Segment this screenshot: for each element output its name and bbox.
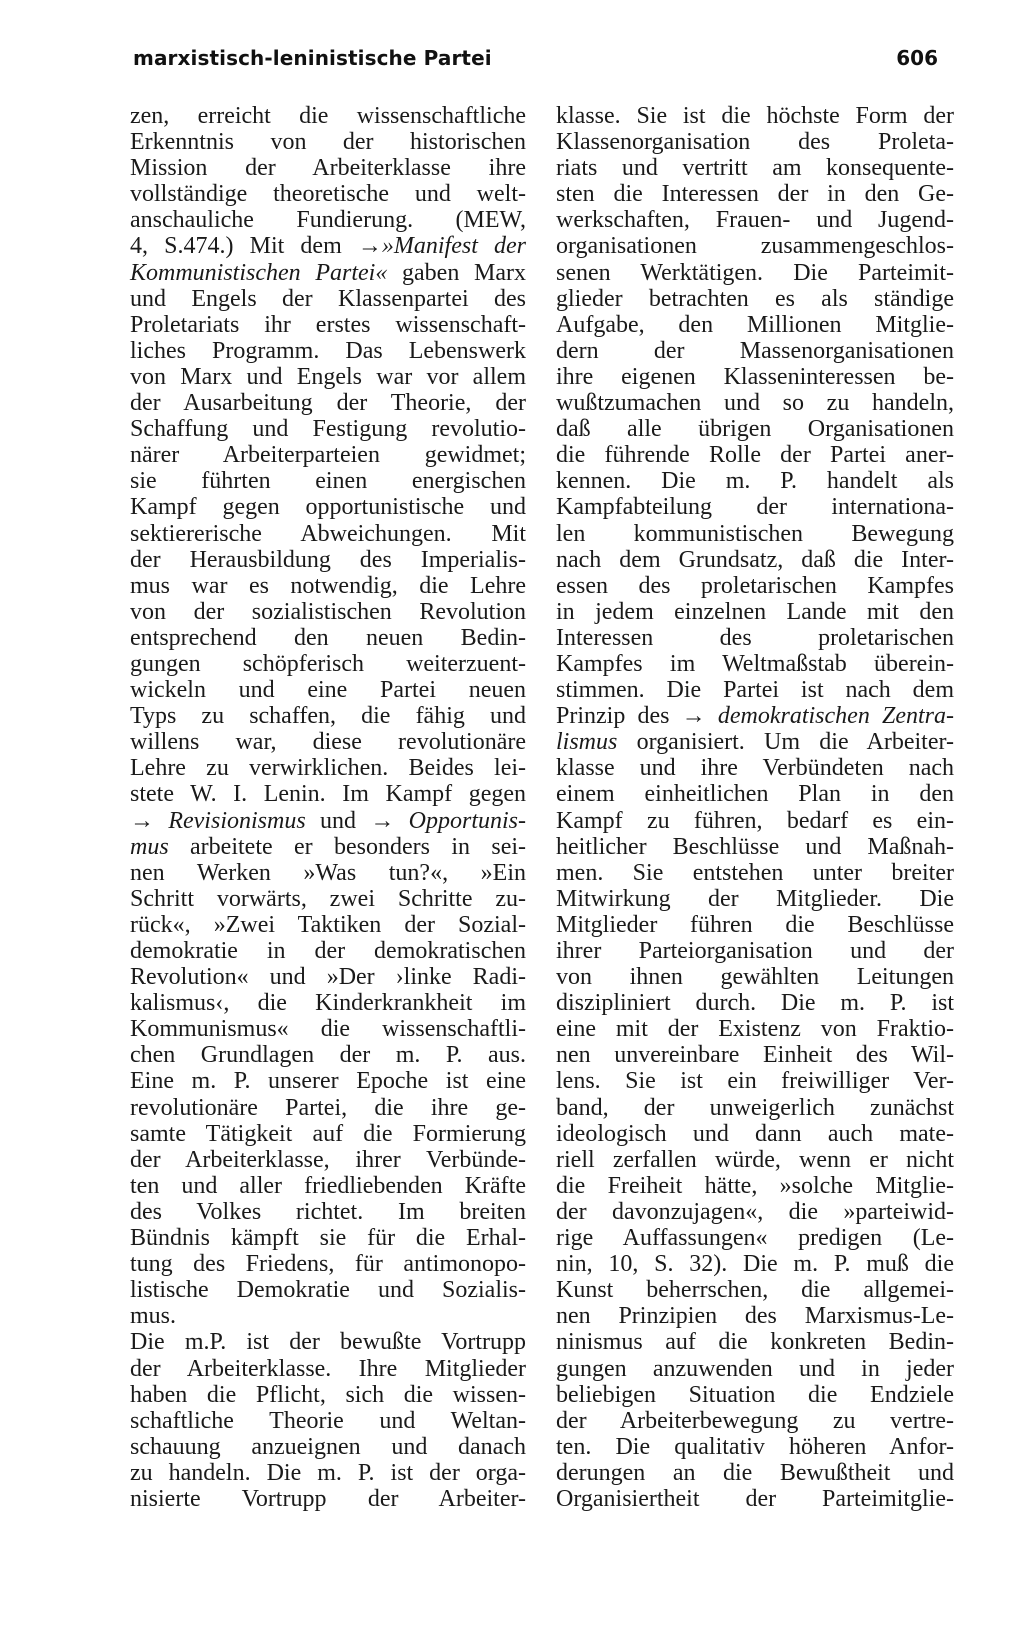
text-run: der Arbeiterbewegung zu vertre-	[556, 1407, 954, 1434]
text-run: gungen schöpferisch weiterzuent-	[130, 650, 526, 677]
text-run: tung des Friedens, für antimonopo-	[130, 1251, 526, 1278]
text-line	[130, 155, 526, 181]
text-line	[556, 468, 954, 494]
text-run: Die m.P. ist der bewußte Vortrupp	[130, 1329, 526, 1356]
text-line	[130, 1095, 526, 1121]
text-run: Eine m. P. unserer Epoche ist eine	[130, 1068, 526, 1095]
text-run: mus.	[130, 1303, 177, 1330]
text-run: stete W. I. Lenin. Im Kampf gegen	[130, 781, 526, 808]
text-line	[130, 1199, 526, 1225]
text-line	[556, 1303, 954, 1329]
text-run: ihre eigenen Klasseninteressen be-	[556, 363, 954, 390]
text-line	[130, 547, 526, 573]
text-run: senen Werktätigen. Die Parteimit-	[556, 259, 954, 286]
text-line	[556, 964, 954, 990]
text-line	[556, 1121, 954, 1147]
text-run: närer Arbeiterparteien gewidmet;	[130, 442, 526, 469]
text-run: Revolution« und »Der ›linke Radi-	[130, 964, 526, 991]
text-run: Klassenorganisation des Proleta-	[556, 129, 954, 156]
text-run: Kampfes im Weltmaßstab überein-	[556, 650, 954, 677]
text-run: und →	[305, 807, 409, 834]
text-run: der Ausarbeitung der Theorie, der	[130, 390, 526, 417]
text-line	[556, 364, 954, 390]
text-run: Aufgabe, den Millionen Mitglie-	[556, 311, 954, 338]
text-line	[556, 494, 954, 520]
text-line	[556, 1460, 954, 1486]
text-line	[130, 1408, 526, 1434]
text-line	[556, 103, 954, 129]
text-line	[130, 494, 526, 520]
cross-reference-term: Opportunis-	[408, 807, 527, 834]
text-run: haben die Pflicht, sich die wissen-	[130, 1381, 526, 1408]
text-run: nisierte Vortrupp der Arbeiter-	[130, 1485, 526, 1512]
text-line	[130, 1147, 526, 1173]
text-run: der Herausbildung des Imperialis-	[130, 546, 526, 573]
text-run: chen Grundlagen der m. P. aus.	[130, 1042, 526, 1069]
text-line	[130, 103, 526, 129]
text-line	[130, 729, 526, 755]
text-line	[130, 521, 526, 547]
text-line	[130, 964, 526, 990]
text-run: werkschaften, Frauen- und Jugend-	[556, 207, 954, 234]
text-run: Schritt vorwärts, zwei Schritte zu-	[130, 885, 526, 912]
text-line	[556, 1147, 954, 1173]
text-line	[556, 312, 954, 338]
text-run: von der sozialistischen Revolution	[130, 598, 526, 625]
text-line	[130, 416, 526, 442]
cross-reference-term: Revisionismus	[168, 807, 306, 834]
cross-reference-term: demokratischen Zentra-	[717, 703, 954, 730]
text-run: rige Auffassungen« predigen (Le-	[556, 1225, 954, 1252]
text-run: organisationen zusammengeschlos-	[556, 233, 954, 260]
text-run: nin, 10, S. 32). Die m. P. muß die	[556, 1251, 954, 1278]
text-run: des Volkes richtet. Im breiten	[130, 1198, 526, 1225]
text-run: gungen anzuwenden und in jeder	[556, 1355, 954, 1382]
text-run: kalismus‹, die Kinderkrankheit im	[130, 990, 526, 1017]
text-run: zen, erreicht die wissenschaftliche	[130, 103, 526, 129]
text-run: diszipliniert durch. Die m. P. ist	[556, 990, 954, 1017]
text-run: Kampf zu führen, bedarf es ein-	[556, 807, 954, 834]
text-line	[130, 338, 526, 364]
text-line	[130, 755, 526, 781]
text-run: nen Werken »Was tun?«, »Ein	[130, 859, 526, 886]
text-run: nach dem Grundsatz, daß die Inter-	[556, 546, 954, 573]
text-run: lens. Sie ist ein freiwilliger Ver-	[556, 1068, 954, 1095]
text-run: Typs zu schaffen, die fähig und	[130, 703, 526, 730]
text-line	[556, 755, 954, 781]
text-line	[130, 1460, 526, 1486]
text-line	[556, 1434, 954, 1460]
text-run: ihrer Parteiorganisation und der	[556, 938, 954, 964]
text-run: rück«, »Zwei Taktiken der Sozial-	[130, 911, 526, 938]
text-line	[556, 625, 954, 651]
text-run: gaben Marx	[387, 259, 526, 286]
text-run: sten die Interessen der in den Ge-	[556, 181, 954, 208]
text-run: samte Tätigkeit auf die Formierung	[130, 1120, 526, 1147]
text-line	[130, 181, 526, 207]
text-line	[130, 1121, 526, 1147]
text-line	[556, 207, 954, 233]
text-line	[556, 912, 954, 938]
text-run: zu handeln. Die m. P. ist der orga-	[130, 1459, 526, 1486]
text-run: die führende Rolle der Partei aner-	[556, 442, 954, 469]
text-line	[556, 1356, 954, 1382]
text-run: klasse. Sie ist die höchste Form der	[556, 103, 954, 129]
text-run: wickeln und eine Partei neuen	[130, 677, 526, 704]
text-run: der davonzujagen«, die »parteiwid-	[556, 1198, 954, 1225]
text-run: sektiererische Abweichungen. Mit	[130, 520, 526, 547]
text-line	[556, 442, 954, 468]
text-line	[556, 1225, 954, 1251]
text-line	[130, 1434, 526, 1460]
text-run: klasse und ihre Verbündeten nach	[556, 755, 954, 782]
text-line	[556, 233, 954, 259]
text-run: riell zerfallen würde, wenn er nicht	[556, 1146, 954, 1173]
left-text-column	[130, 103, 526, 1512]
text-line	[556, 808, 954, 834]
text-run: Prinzip des →	[556, 703, 718, 730]
text-run: Kampfabteilung der internationa-	[556, 494, 954, 521]
text-run: nen Prinzipien des Marxismus-Le-	[556, 1303, 954, 1330]
text-run: heitlicher Beschlüsse und Maßnah-	[556, 833, 954, 860]
text-line	[130, 442, 526, 468]
text-run: Organisiertheit der Parteimitglie-	[556, 1485, 954, 1512]
text-run: revolutionäre Partei, die ihre ge-	[130, 1094, 526, 1121]
text-line	[556, 938, 954, 964]
text-run: und Engels der Klassenpartei des	[130, 285, 526, 312]
text-run: schauung anzueignen und danach	[130, 1433, 526, 1460]
text-run: nen unvereinbare Einheit des Wil-	[556, 1042, 954, 1069]
text-line	[130, 625, 526, 651]
text-run: Kommunismus« die wissenschaftli-	[130, 1016, 526, 1043]
text-run: →	[130, 807, 169, 834]
text-run: von Marx und Engels war vor allem	[130, 363, 526, 390]
text-line	[556, 129, 954, 155]
text-run: ten. Die qualitativ höheren Anfor-	[556, 1433, 954, 1460]
text-run: ten und aller friedliebenden Kräfte	[130, 1172, 526, 1199]
text-line	[130, 1225, 526, 1251]
page-number: 606	[896, 46, 938, 70]
text-line	[556, 181, 954, 207]
text-line	[556, 573, 954, 599]
text-run: 4, S.474.) Mit dem →	[130, 233, 382, 260]
text-line	[130, 260, 526, 286]
text-run: willens war, diese revolutionäre	[130, 729, 526, 756]
text-line	[130, 808, 526, 834]
text-line	[130, 286, 526, 312]
text-line	[556, 1199, 954, 1225]
text-line	[130, 1382, 526, 1408]
text-line	[130, 1042, 526, 1068]
text-run: daß alle übrigen Organisationen	[556, 416, 954, 443]
text-line	[556, 547, 954, 573]
text-run: dern der Massenorganisationen	[556, 337, 954, 364]
text-run: schaftliche Theorie und Weltan-	[130, 1407, 526, 1434]
text-line	[130, 781, 526, 807]
text-run: Mitwirkung der Mitglieder. Die	[556, 885, 954, 912]
text-run: arbeitete er besonders in sei-	[168, 833, 526, 860]
text-line	[130, 860, 526, 886]
text-line	[130, 233, 526, 259]
text-line	[130, 912, 526, 938]
text-line	[556, 521, 954, 547]
text-run: Interessen des proletarischen	[556, 624, 954, 651]
text-run: band, der unweigerlich zunächst	[556, 1094, 954, 1121]
text-run: ideologisch und dann auch mate-	[556, 1120, 954, 1147]
text-line	[556, 1329, 954, 1355]
text-run: die Freiheit hätte, »solche Mitglie-	[556, 1172, 954, 1199]
text-run: Bündnis kämpft sie für die Erhal-	[130, 1225, 526, 1252]
text-line	[556, 860, 954, 886]
text-run: entsprechend den neuen Bedin-	[130, 624, 526, 651]
text-line	[556, 1277, 954, 1303]
text-line	[130, 1356, 526, 1382]
text-line	[130, 129, 526, 155]
cross-reference-term: mus	[130, 833, 169, 860]
text-line	[556, 834, 954, 860]
text-run: Schaffung und Festigung revolutio-	[130, 416, 526, 443]
text-run: glieder betrachten es als ständige	[556, 285, 954, 312]
text-line	[130, 599, 526, 625]
text-run: Erkenntnis von der historischen	[130, 129, 526, 156]
text-line	[556, 703, 954, 729]
text-line	[556, 155, 954, 181]
text-line	[130, 1016, 526, 1042]
text-run: demokratie in der demokratischen	[130, 938, 526, 964]
text-line	[130, 390, 526, 416]
text-line	[130, 677, 526, 703]
text-line	[556, 886, 954, 912]
right-text-column	[556, 103, 954, 1512]
cross-reference-term: »Manifest der	[381, 233, 526, 260]
text-run: beliebigen Situation die Endziele	[556, 1381, 954, 1408]
text-line	[130, 651, 526, 677]
text-run: einem einheitlichen Plan in den	[556, 781, 954, 808]
text-run: der Arbeiterklasse, ihrer Verbünde-	[130, 1146, 526, 1173]
text-line	[556, 1382, 954, 1408]
text-run: Kunst beherrschen, die allgemei-	[556, 1277, 954, 1304]
text-run: organisiert. Um die Arbeiter-	[617, 729, 954, 756]
text-line	[130, 1251, 526, 1277]
text-line	[130, 834, 526, 860]
text-run: in jedem einzelnen Lande mit den	[556, 598, 954, 625]
text-line	[556, 1016, 954, 1042]
text-line	[130, 886, 526, 912]
text-run: anschauliche Fundierung. (MEW,	[130, 207, 526, 234]
text-line	[556, 286, 954, 312]
text-line	[130, 1173, 526, 1199]
text-run: sie führten einen energischen	[130, 468, 526, 495]
cross-reference-term: Kommunistischen Partei«	[130, 259, 388, 286]
text-line	[556, 1408, 954, 1434]
text-line	[556, 599, 954, 625]
text-line	[130, 938, 526, 964]
text-run: eine mit der Existenz von Fraktio-	[556, 1016, 954, 1043]
text-run: liches Programm. Das Lebenswerk	[130, 337, 526, 364]
text-line	[130, 1486, 526, 1512]
text-run: stimmen. Die Partei ist nach dem	[556, 677, 954, 704]
text-line	[556, 1068, 954, 1094]
text-line	[556, 1251, 954, 1277]
text-line	[130, 1303, 526, 1329]
text-line	[556, 990, 954, 1016]
text-line	[130, 573, 526, 599]
cross-reference-term: lismus	[556, 729, 618, 756]
text-line	[130, 364, 526, 390]
text-run: derungen an die Bewußtheit und	[556, 1459, 954, 1486]
text-line	[130, 703, 526, 729]
text-line	[556, 651, 954, 677]
text-line	[130, 1329, 526, 1355]
running-head-title: marxistisch-leninistische Partei	[133, 46, 492, 70]
text-run: kennen. Die m. P. handelt als	[556, 468, 954, 495]
text-run: von ihnen gewählten Leitungen	[556, 964, 954, 991]
text-line	[556, 338, 954, 364]
text-run: wußtzumachen und so zu handeln,	[556, 390, 954, 417]
text-run: listische Demokratie und Sozialis-	[130, 1277, 526, 1304]
text-run: men. Sie entstehen unter breiter	[556, 859, 954, 886]
text-line	[556, 729, 954, 755]
text-line	[130, 1068, 526, 1094]
text-line	[556, 677, 954, 703]
text-line	[556, 1173, 954, 1199]
text-line	[556, 1042, 954, 1068]
text-line	[130, 207, 526, 233]
text-line	[556, 390, 954, 416]
text-line	[130, 468, 526, 494]
text-run: len kommunistischen Bewegung	[556, 520, 954, 547]
text-run: Mission der Arbeiterklasse ihre	[130, 155, 526, 182]
text-run: essen des proletarischen Kampfes	[556, 572, 954, 599]
text-run: vollständige theoretische und welt-	[130, 181, 526, 208]
text-run: ninismus auf die konkreten Bedin-	[556, 1329, 954, 1356]
text-run: Kampf gegen opportunistische und	[130, 494, 526, 521]
text-line	[556, 1095, 954, 1121]
text-line	[130, 312, 526, 338]
text-line	[556, 781, 954, 807]
text-run: Proletariats ihr erstes wissenschaft-	[130, 311, 526, 338]
text-run: mus war es notwendig, die Lehre	[130, 572, 526, 599]
text-run: Lehre zu verwirklichen. Beides lei-	[130, 755, 526, 782]
text-line	[556, 260, 954, 286]
text-line	[556, 1486, 954, 1512]
text-run: der Arbeiterklasse. Ihre Mitglieder	[130, 1355, 526, 1382]
text-line	[556, 416, 954, 442]
text-line	[130, 990, 526, 1016]
text-run: Mitglieder führen die Beschlüsse	[556, 911, 954, 938]
text-run: riats und vertritt am konsequente-	[556, 155, 954, 182]
text-line	[130, 1277, 526, 1303]
